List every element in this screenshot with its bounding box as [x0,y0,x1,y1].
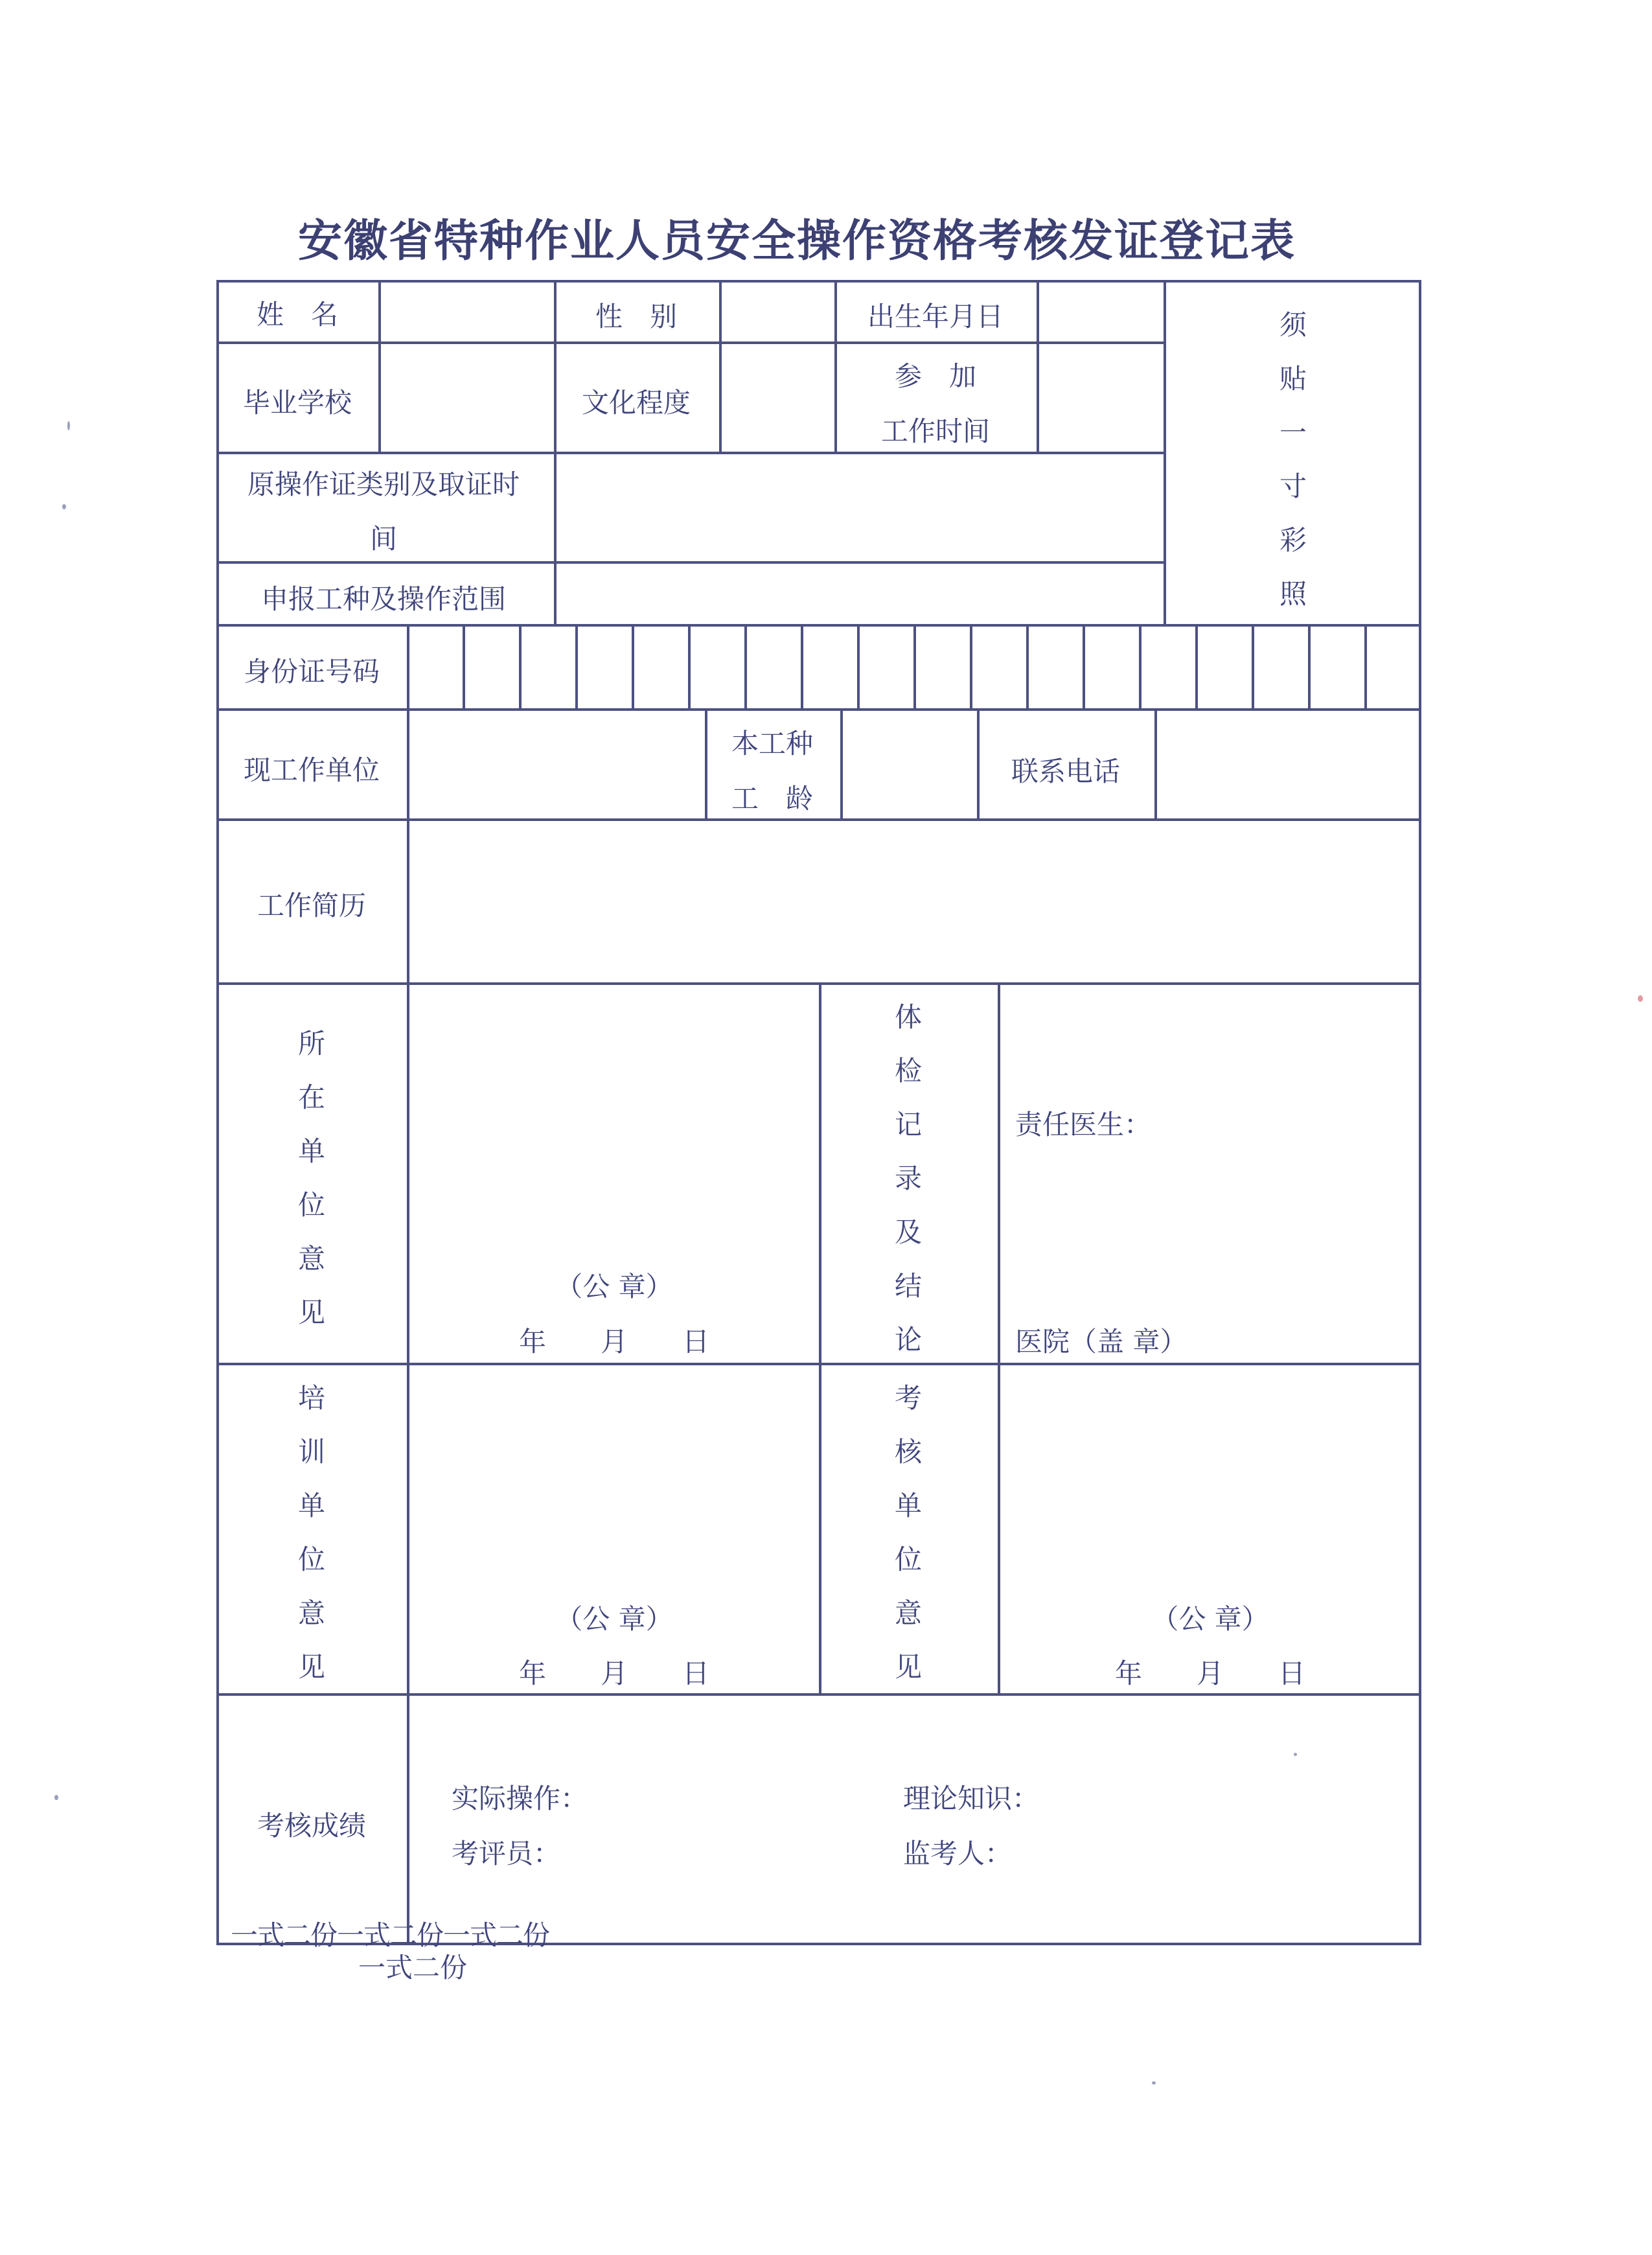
training-date: 年 月 日 [518,1658,710,1689]
id-box[interactable] [519,624,522,710]
label-phone: 联系电话 [1011,756,1121,787]
exam-seal: （公 章） [1151,1603,1269,1635]
label-join-line1: 参 加 [894,360,977,392]
label-school: 毕业学校 [242,387,352,419]
label-unit-opinion: 所 在 单 位 意 见 [297,1028,326,1328]
id-box[interactable] [801,624,803,710]
label-score: 考核成绩 [257,1810,367,1842]
id-box[interactable] [688,624,691,710]
unit-seal: （公 章） [555,1271,673,1302]
id-box[interactable] [1308,624,1311,710]
label-work-history: 工作简历 [257,890,367,921]
label-prev-cert-line1: 原操作证类别及取证时 [247,468,520,500]
id-box[interactable] [857,624,860,710]
label-current-employer: 现工作单位 [243,754,380,786]
id-box[interactable] [1139,624,1141,710]
label-medical: 体 检 记 录 及 结 论 [894,1001,923,1356]
id-box[interactable] [970,624,972,710]
id-box[interactable] [575,624,578,710]
label-hospital-seal: 医院（盖 章） [1015,1326,1187,1358]
id-box[interactable] [913,624,916,710]
label-join-line2: 工作时间 [880,415,991,447]
exam-date: 年 月 日 [1114,1658,1306,1689]
label-photo: 须 贴 一 寸 彩 照 [1279,309,1307,610]
label-proctor: 监考人： [903,1838,1013,1869]
id-box[interactable] [1364,624,1367,710]
label-apply-scope: 申报工种及操作范围 [260,583,507,615]
id-box[interactable] [744,624,747,710]
label-evaluator: 考评员： [452,1838,561,1869]
id-box[interactable] [1195,624,1198,710]
label-prev-cert-line2: 间 [369,523,398,555]
training-seal: （公 章） [555,1603,673,1635]
label-education: 文化程度 [581,387,691,419]
id-box[interactable] [463,624,465,710]
label-trade-years-line2: 工 龄 [731,783,814,815]
label-id-number: 身份证号码 [243,656,380,688]
label-trade-years-line1: 本工种 [731,728,814,759]
id-box[interactable] [1026,624,1029,710]
label-birth-date: 出生年月日 [867,301,1004,332]
label-exam-opinion: 考 核 单 位 意 见 [894,1382,923,1683]
label-training-opinion: 培 训 单 位 意 见 [297,1382,326,1683]
id-box[interactable] [632,624,634,710]
id-box[interactable] [1252,624,1254,710]
label-theory: 理论知识： [903,1783,1040,1814]
label-name: 姓 名 [256,299,339,330]
unit-date: 年 月 日 [518,1326,710,1358]
form-title: 安徽省特种作业人员安全操作资格考核发证登记表 [297,216,1296,267]
footer-copies-line1: 一式二份一式二份一式二份 [231,1919,550,1951]
label-practical: 实际操作： [452,1783,588,1814]
label-gender: 性 别 [595,301,678,332]
footer-copies-line2: 一式二份 [358,1952,468,1983]
id-box[interactable] [1083,624,1085,710]
label-doctor: 责任医生： [1015,1109,1152,1140]
